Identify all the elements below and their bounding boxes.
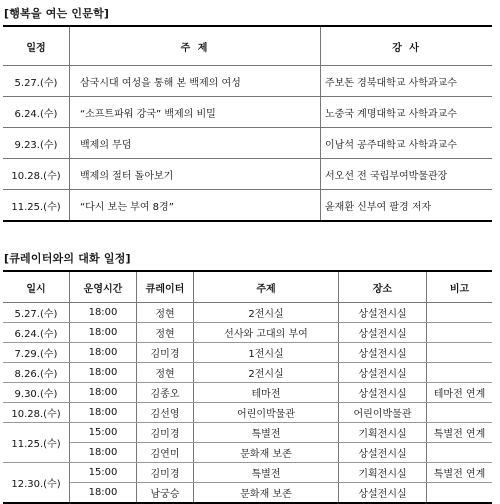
- cell-date: 5.27.(수): [3, 303, 70, 323]
- cell-curator: 김연미: [137, 443, 194, 463]
- cell-date: 6.24.(수): [3, 97, 70, 128]
- cell-time: 18:00: [70, 343, 137, 363]
- table-row: [3, 403, 492, 423]
- cell-note: 테마전 연계: [427, 383, 493, 403]
- cell-topic: 백제의 무덤: [70, 128, 321, 159]
- lecture-schedule-table: [3, 25, 492, 222]
- cell-place: 어린이박물관: [339, 403, 427, 423]
- cell-date: 11.25.(수): [3, 190, 70, 222]
- cell-date: 5.27.(수): [3, 66, 70, 97]
- cell-topic: 특별전: [194, 463, 339, 483]
- cell-note: [427, 363, 493, 383]
- cell-place: 상설전시실: [339, 443, 427, 463]
- cell-topic: 선사와 고대의 부여: [194, 323, 339, 343]
- cell-date: 8.26.(수): [3, 363, 70, 383]
- cell-topic: 어린이박물관: [194, 403, 339, 423]
- cell-place: 기획전시실: [339, 423, 427, 443]
- cell-topic: 2전시실: [194, 363, 339, 383]
- cell-date: 12.30.(수): [3, 463, 70, 504]
- cell-topic: 백제의 절터 돌아보기: [70, 159, 321, 190]
- cell-time: 18:00: [70, 443, 137, 463]
- table-row: [3, 323, 492, 343]
- cell-topic: 1전시실: [194, 343, 339, 363]
- cell-curator: 김선영: [137, 403, 194, 423]
- table-row: [3, 97, 492, 128]
- cell-topic: 특별전: [194, 423, 339, 443]
- cell-curator: 정현: [137, 323, 194, 343]
- cell-topic: “다시 보는 부여 8경”: [70, 190, 321, 222]
- cell-curator: 김미경: [137, 423, 194, 443]
- header-note: 비고: [427, 271, 493, 303]
- cell-lecturer: 주보돈 경북대학교 사학과교수: [321, 66, 493, 97]
- cell-curator: 김종오: [137, 383, 194, 403]
- header-lecturer: 강 사: [321, 26, 493, 66]
- cell-topic: 문화재 보존: [194, 483, 339, 504]
- table-row: [3, 383, 492, 403]
- cell-curator: 남궁승: [137, 483, 194, 504]
- table-header-row: [3, 271, 492, 303]
- cell-curator: 김미경: [137, 463, 194, 483]
- table-row: [3, 159, 492, 190]
- cell-curator: 김미경: [137, 343, 194, 363]
- cell-place: 기획전시실: [339, 463, 427, 483]
- table-row: [3, 463, 492, 483]
- cell-time: 15:00: [70, 463, 137, 483]
- cell-note: [427, 483, 493, 504]
- cell-curator: 정현: [137, 363, 194, 383]
- header-date: 일시: [3, 271, 70, 303]
- cell-note: 특별전 연계: [427, 423, 493, 443]
- cell-date: 10.28.(수): [3, 159, 70, 190]
- cell-topic: 2전시실: [194, 303, 339, 323]
- cell-date: 9.23.(수): [3, 128, 70, 159]
- cell-date: 6.24.(수): [3, 323, 70, 343]
- cell-place: 상설전시실: [339, 303, 427, 323]
- cell-topic: “소프트파워 강국” 백제의 비밀: [70, 97, 321, 128]
- cell-time: 18:00: [70, 383, 137, 403]
- section1-title: [행복을 여는 인문학]: [4, 7, 110, 20]
- cell-note: [427, 403, 493, 423]
- cell-time: 18:00: [70, 323, 137, 343]
- cell-note: 특별전 연계: [427, 463, 493, 483]
- table-row: [3, 303, 492, 323]
- header-curator: 큐레이터: [137, 271, 194, 303]
- table-row: [3, 343, 492, 363]
- cell-lecturer: 이남석 공주대학교 사학과교수: [321, 128, 493, 159]
- cell-note: [427, 443, 493, 463]
- cell-curator: 정현: [137, 303, 194, 323]
- cell-date: 10.28.(수): [3, 403, 70, 423]
- table-row: [3, 483, 492, 504]
- table-row: [3, 423, 492, 443]
- table-row: [3, 443, 492, 463]
- header-place: 장소: [339, 271, 427, 303]
- cell-note: [427, 323, 493, 343]
- cell-place: 상설전시실: [339, 363, 427, 383]
- cell-time: 18:00: [70, 303, 137, 323]
- cell-time: 18:00: [70, 483, 137, 504]
- cell-place: 상설전시실: [339, 383, 427, 403]
- header-time: 운영시간: [70, 271, 137, 303]
- cell-lecturer: 서오선 전 국립부여박물관장: [321, 159, 493, 190]
- cell-time: 18:00: [70, 403, 137, 423]
- curator-talk-table: [3, 270, 492, 504]
- cell-place: 상설전시실: [339, 323, 427, 343]
- cell-place: 상설전시실: [339, 483, 427, 504]
- section2-title: [큐레이터와의 대화 일정]: [4, 252, 131, 265]
- cell-date: 11.25.(수): [3, 423, 70, 463]
- cell-date: 9.30.(수): [3, 383, 70, 403]
- cell-note: [427, 343, 493, 363]
- cell-time: 18:00: [70, 363, 137, 383]
- table-row: [3, 190, 492, 222]
- cell-lecturer: 노중국 계명대학교 사학과교수: [321, 97, 493, 128]
- header-topic: 주제: [194, 271, 339, 303]
- table-row: [3, 66, 492, 97]
- cell-place: 상설전시실: [339, 343, 427, 363]
- header-topic: 주 제: [70, 26, 321, 66]
- cell-date: 7.29.(수): [3, 343, 70, 363]
- cell-topic: 테마전: [194, 383, 339, 403]
- cell-topic: 삼국시대 여성을 통해 본 백제의 여성: [70, 66, 321, 97]
- table-header-row: [3, 26, 492, 66]
- table-row: [3, 363, 492, 383]
- cell-note: [427, 303, 493, 323]
- cell-topic: 문화재 보존: [194, 443, 339, 463]
- cell-lecturer: 윤재환 신부여 팔경 저자: [325, 201, 432, 213]
- cell-time: 15:00: [70, 423, 137, 443]
- header-date: 일정: [3, 26, 70, 66]
- table-row: [3, 128, 492, 159]
